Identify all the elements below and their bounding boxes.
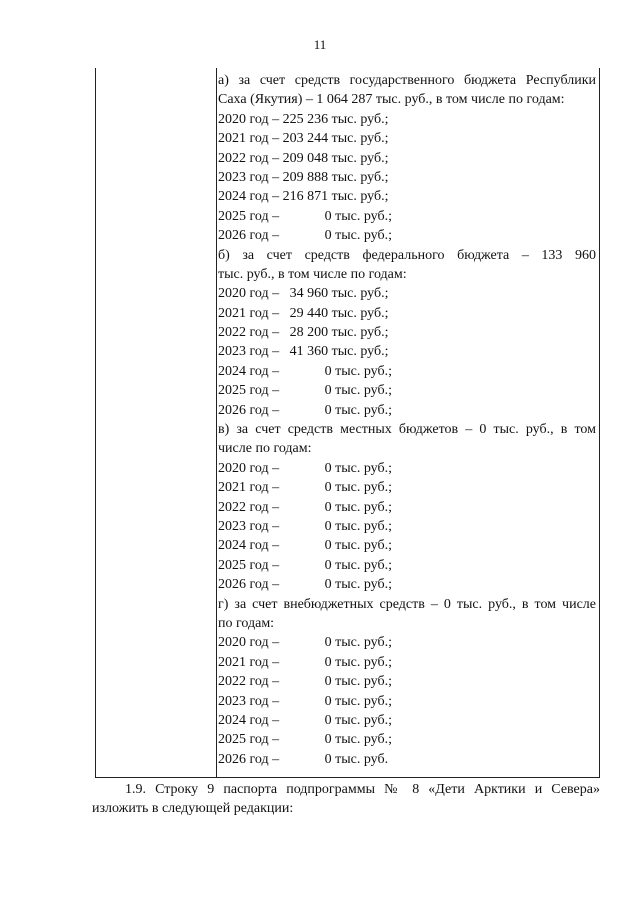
year-amount: – 28 200 тыс. руб.; [272,325,389,341]
year-amount: – 209 888 тыс. руб.; [272,169,389,185]
year-amount: – 34 960 тыс. руб.; [272,286,389,302]
year-row [218,149,596,168]
year-row [218,342,596,361]
year-row [218,692,596,711]
year-label: 2023 год [218,169,269,185]
table-left-cell [96,68,217,777]
year-row [218,498,596,517]
year-row [218,517,596,536]
year-amount: – 0 тыс. руб.; [272,635,393,651]
paragraph-1-9 [92,780,600,819]
year-row [218,401,596,420]
section-heading-line: в) за счет средств местных бюджетов – 0 тыс. руб., в том [218,422,596,438]
year-amount: – 216 871 тыс. руб.; [272,189,389,205]
year-row [218,672,596,691]
year-row [218,323,596,342]
paragraph-line: 1.9. Строку 9 паспорта подпрограммы № 8 «Дети Арктики и Севера» [125,782,600,797]
year-amount: – 0 тыс. руб.; [272,480,393,496]
year-label: 2020 год [218,111,269,127]
year-row [218,459,596,478]
year-label: 2023 год [218,518,269,534]
year-amount: – 41 360 тыс. руб.; [272,344,389,360]
year-amount: – 0 тыс. руб.; [272,383,393,399]
year-row [218,711,596,730]
year-label: 2026 год [218,751,269,767]
year-label: 2024 год [218,363,269,379]
year-row [218,362,596,381]
year-amount: – 0 тыс. руб.; [272,654,393,670]
year-label: 2022 год [218,325,269,341]
year-row [218,575,596,594]
section-heading-line: тыс. руб., в том числе по годам: [218,266,407,282]
year-row [218,536,596,555]
paragraph-line: изложить в следующей редакции: [92,801,294,817]
year-row [218,110,596,129]
year-label: 2025 год [218,557,269,573]
year-label: 2021 год [218,654,269,670]
year-label: 2021 год [218,305,269,321]
year-amount: – 225 236 тыс. руб.; [272,111,389,127]
year-amount: – 0 тыс. руб. [272,751,389,767]
year-row [218,226,596,245]
table-right-cell [218,71,596,769]
year-amount: – 0 тыс. руб.; [272,538,393,554]
year-amount: – 209 048 тыс. руб.; [272,150,389,166]
year-label: 2024 год [218,712,269,728]
year-label: 2020 год [218,286,269,302]
year-amount: – 0 тыс. руб.; [272,674,393,690]
year-row [218,129,596,148]
section-heading-line: б) за счет средств федерального бюджета – 133 960 [218,247,596,263]
year-row [218,556,596,575]
year-amount: – 0 тыс. руб.; [272,732,393,748]
year-row [218,304,596,323]
year-amount: – 29 440 тыс. руб.; [272,305,389,321]
section-heading-line: Саха (Якутия) – 1 064 287 тыс. руб., в том числе по годам: [218,92,565,108]
year-amount: – 0 тыс. руб.; [272,363,393,379]
year-label: 2025 год [218,383,269,399]
year-amount: – 0 тыс. руб.; [272,499,393,515]
year-label: 2026 год [218,577,269,593]
year-row [218,653,596,672]
year-label: 2022 год [218,499,269,515]
year-row [218,168,596,187]
year-row [218,284,596,303]
year-amount: – 0 тыс. руб.; [272,712,393,728]
section-heading-line: а) за счет средств государственного бюджета Республики [218,73,596,88]
section-heading-line: г) за счет внебюджетных средств – 0 тыс. руб., в том числе [218,596,596,612]
section-heading-line: числе по годам: [218,441,312,457]
year-row [218,187,596,206]
year-amount: – 0 тыс. руб.; [272,557,393,573]
year-row [218,730,596,749]
year-label: 2020 год [218,460,269,476]
year-label: 2021 год [218,480,269,496]
year-amount: – 0 тыс. руб.; [272,228,393,244]
page-number: 11 [313,37,327,52]
year-amount: – 0 тыс. руб.; [272,402,393,418]
year-label: 2023 год [218,344,269,360]
year-label: 2022 год [218,150,269,166]
budget-table [95,68,600,778]
year-row [218,633,596,652]
year-amount: – 0 тыс. руб.; [272,577,393,593]
year-label: 2023 год [218,693,269,709]
year-amount: – 0 тыс. руб.; [272,460,393,476]
year-label: 2024 год [218,189,269,205]
year-row [218,478,596,497]
year-label: 2024 год [218,538,269,554]
year-row [218,381,596,400]
year-amount: – 203 244 тыс. руб.; [272,131,389,147]
year-amount: – 0 тыс. руб.; [272,208,393,224]
year-row [218,750,596,769]
year-label: 2021 год [218,131,269,147]
year-amount: – 0 тыс. руб.; [272,693,393,709]
year-label: 2025 год [218,208,269,224]
year-row [218,207,596,226]
year-label: 2026 год [218,402,269,418]
year-label: 2026 год [218,228,269,244]
year-label: 2020 год [218,635,269,651]
year-label: 2022 год [218,674,269,690]
year-amount: – 0 тыс. руб.; [272,518,393,534]
year-label: 2025 год [218,732,269,748]
section-heading-line: по годам: [218,615,275,631]
